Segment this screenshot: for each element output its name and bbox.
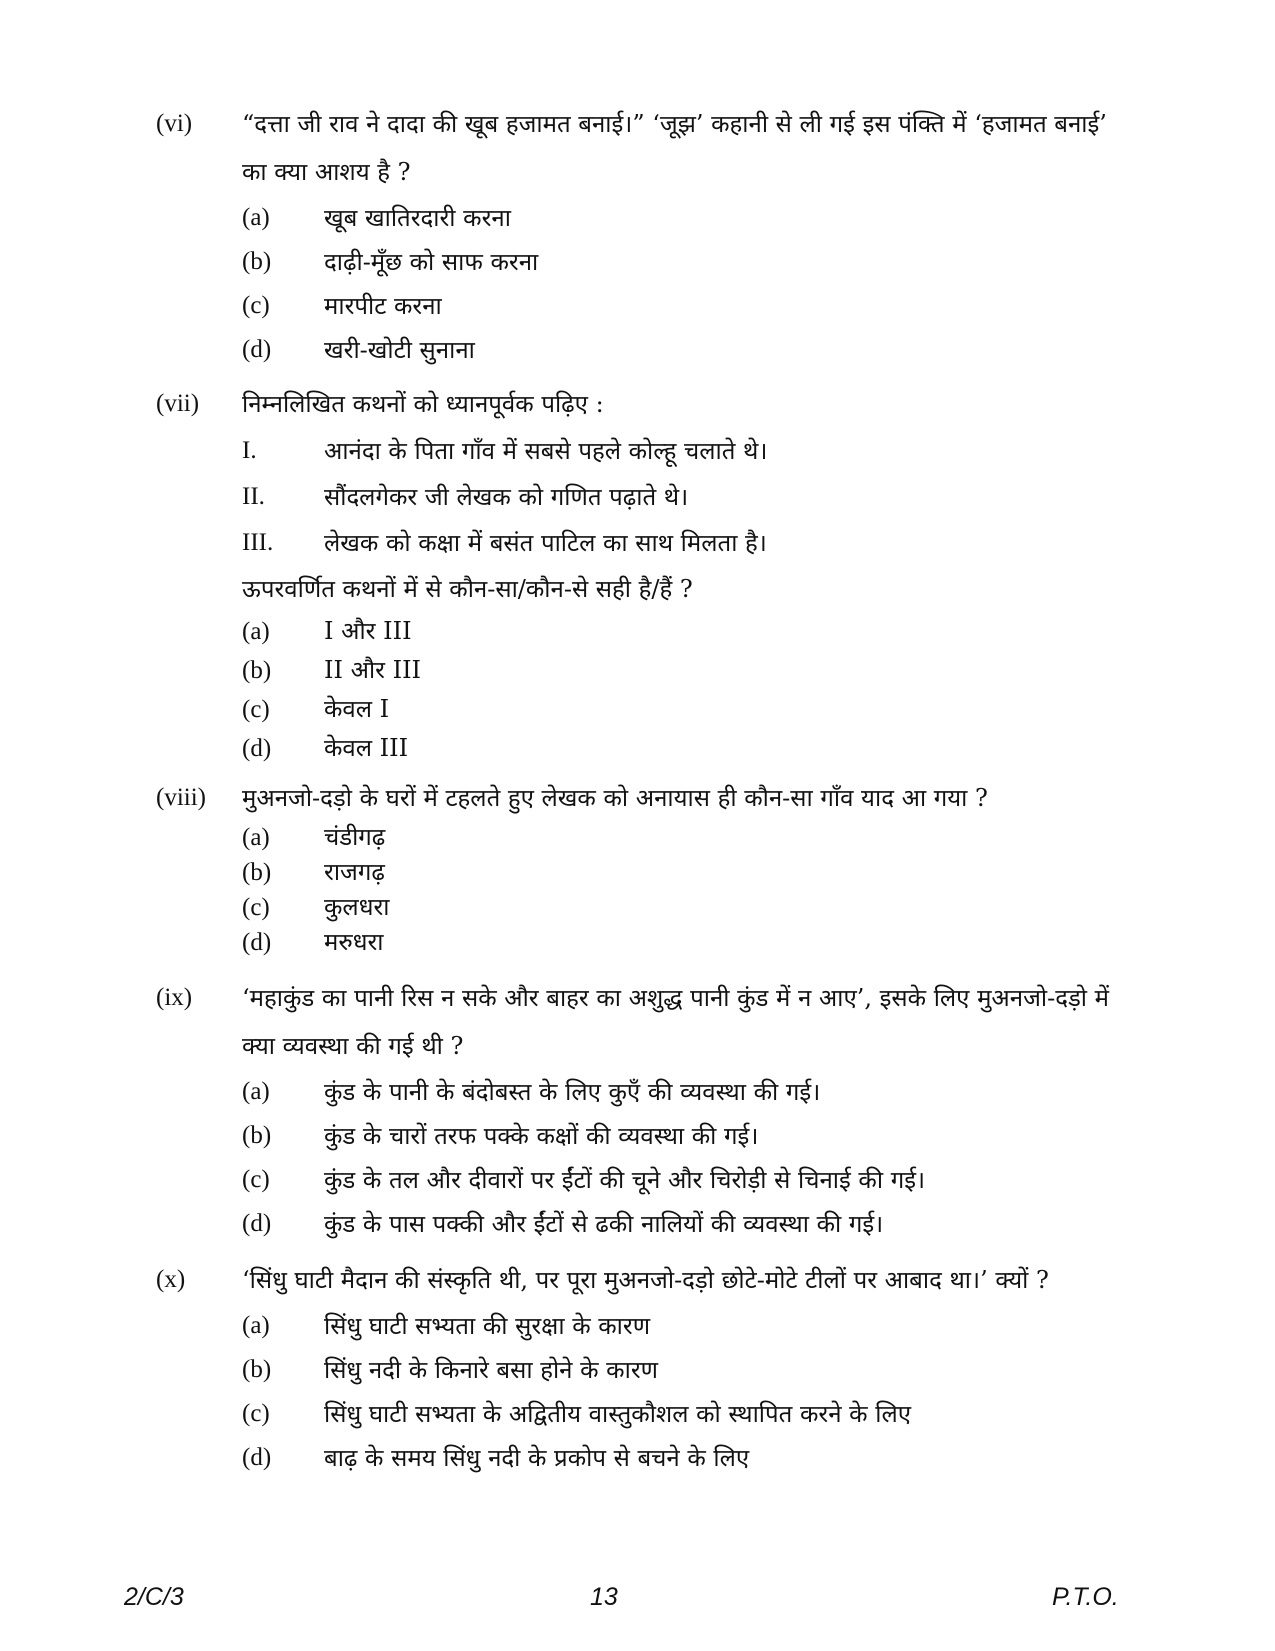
statement-text: आनंदा के पिता गाँव में सबसे पहले कोल्हू चलाते थे। [324, 437, 768, 465]
option-label: (d) [242, 1444, 272, 1471]
options-list [242, 196, 1136, 372]
option-text: सिंधु घाटी सभ्यता की सुरक्षा के कारण [324, 1312, 651, 1340]
statement-2 [242, 474, 1136, 520]
option-text: कुंड के पानी के बंदोबस्त के लिए कुएँ की व्यवस्था की गई। [324, 1078, 821, 1106]
option-b [242, 651, 1136, 690]
option-a [242, 1070, 1136, 1114]
option-text: मरुधरा [324, 928, 384, 956]
statement-label: I. [242, 437, 257, 464]
option-label: (a) [242, 204, 270, 231]
option-text: कुलधरा [324, 893, 390, 921]
option-text: खूब खातिरदारी करना [324, 204, 511, 232]
option-text: केवल III [324, 734, 409, 762]
question-x [156, 1256, 1136, 1480]
option-text: कुंड के चारों तरफ पक्के कक्षों की व्यवस्था की गई। [324, 1122, 759, 1150]
options-list [242, 820, 1136, 960]
option-label: (b) [242, 1356, 272, 1383]
option-text: सिंधु नदी के किनारे बसा होने के कारण [324, 1356, 658, 1384]
option-label: (b) [242, 1122, 272, 1149]
option-d [242, 925, 1136, 960]
footer-pto: P.T.O. [1052, 1583, 1119, 1611]
question-ix [156, 974, 1136, 1246]
option-text: दाढ़ी-मूँछ को साफ करना [324, 248, 539, 276]
option-d [242, 328, 1136, 372]
question-number: (ix) [156, 984, 193, 1011]
option-b [242, 855, 1136, 890]
option-d [242, 1436, 1136, 1480]
statement-3 [242, 520, 1136, 566]
option-label: (d) [242, 929, 272, 956]
question-number: (viii) [156, 784, 206, 811]
question-text: ‘सिंधु घाटी मैदान की संस्कृति थी, पर पूरा मुअनजो-दड़ो छोटे-मोटे टीलों पर आबाद था।’ क्यों ? [242, 1266, 1049, 1294]
question-vii [156, 380, 1136, 768]
question-number: (vii) [156, 390, 200, 417]
option-label: (c) [242, 1166, 270, 1193]
option-label: (a) [242, 1312, 270, 1339]
option-text: खरी-खोटी सुनाना [324, 336, 475, 364]
options-list [242, 1070, 1136, 1246]
option-text: I और III [324, 617, 412, 645]
statement-text: सौंदलगेकर जी लेखक को गणित पढ़ाते थे। [324, 483, 689, 511]
question-number: (x) [156, 1266, 186, 1293]
option-label: (a) [242, 1078, 270, 1105]
footer-page-number: 13 [590, 1583, 618, 1611]
option-b [242, 1348, 1136, 1392]
question-number: (vi) [156, 110, 193, 137]
option-label: (d) [242, 1210, 272, 1237]
option-text: केवल I [324, 695, 390, 723]
question-viii [156, 776, 1136, 960]
statement-text: लेखक को कक्षा में बसंत पाटिल का साथ मिलता है। [324, 529, 767, 557]
option-label: (a) [242, 824, 270, 851]
option-text: राजगढ़ [324, 858, 385, 886]
option-d [242, 729, 1136, 768]
option-c [242, 890, 1136, 925]
option-label: (c) [242, 292, 270, 319]
question-text: मुअनजो-दड़ो के घरों में टहलते हुए लेखक को अनायास ही कौन-सा गाँव याद आ गया ? [242, 784, 988, 812]
option-b [242, 1114, 1136, 1158]
option-c [242, 1392, 1136, 1436]
statement-label: II. [242, 483, 265, 510]
option-label: (b) [242, 859, 272, 886]
option-text: सिंधु घाटी सभ्यता के अद्वितीय वास्तुकौशल को स्थापित करने के लिए [324, 1400, 911, 1428]
footer-paper-code: 2/C/3 [124, 1583, 184, 1611]
statements-list [242, 428, 1136, 566]
option-c [242, 1158, 1136, 1202]
question-text: निम्नलिखित कथनों को ध्यानपूर्वक पढ़िए : [242, 390, 604, 418]
option-label: (d) [242, 735, 272, 762]
option-label: (b) [242, 657, 272, 684]
option-text: कुंड के तल और दीवारों पर ईंटों की चूने और चिरोड़ी से चिनाई की गई। [324, 1166, 926, 1194]
question-text: “दत्ता जी राव ने दादा की खूब हजामत बनाई।” ‘जूझ’ कहानी से ली गई इस पंक्ति में ‘हजामत बनाई’ का क्या आशय है ? [242, 110, 1107, 186]
option-text: बाढ़ के समय सिंधु नदी के प्रकोप से बचने के लिए [324, 1444, 750, 1472]
option-a [242, 1304, 1136, 1348]
question-text: ‘महाकुंड का पानी रिस न सके और बाहर का अशुद्ध पानी कुंड में न आए’, इसके लिए मुअनजो-दड़ो में क्या व्यवस्था की गई थी ? [242, 984, 1110, 1060]
option-label: (d) [242, 336, 272, 363]
option-b [242, 240, 1136, 284]
question-vi [156, 100, 1136, 372]
option-text: चंडीगढ़ [324, 823, 386, 851]
option-d [242, 1202, 1136, 1246]
options-list [242, 612, 1136, 768]
option-c [242, 284, 1136, 328]
option-label: (c) [242, 1400, 270, 1427]
option-label: (c) [242, 894, 270, 921]
option-label: (b) [242, 248, 272, 275]
statement-label: III. [242, 529, 274, 556]
option-text: कुंड के पास पक्की और ईंटों से ढकी नालियों की व्यवस्था की गई। [324, 1210, 884, 1238]
option-text: II और III [324, 656, 422, 684]
statement-1 [242, 428, 1136, 474]
option-a [242, 820, 1136, 855]
option-a [242, 612, 1136, 651]
option-c [242, 690, 1136, 729]
sub-question: ऊपरवर्णित कथनों में से कौन-सा/कौन-से सही है/हैं ? [242, 575, 693, 603]
option-label: (c) [242, 696, 270, 723]
option-label: (a) [242, 618, 270, 645]
option-a [242, 196, 1136, 240]
options-list [242, 1304, 1136, 1480]
option-text: मारपीट करना [324, 292, 442, 320]
